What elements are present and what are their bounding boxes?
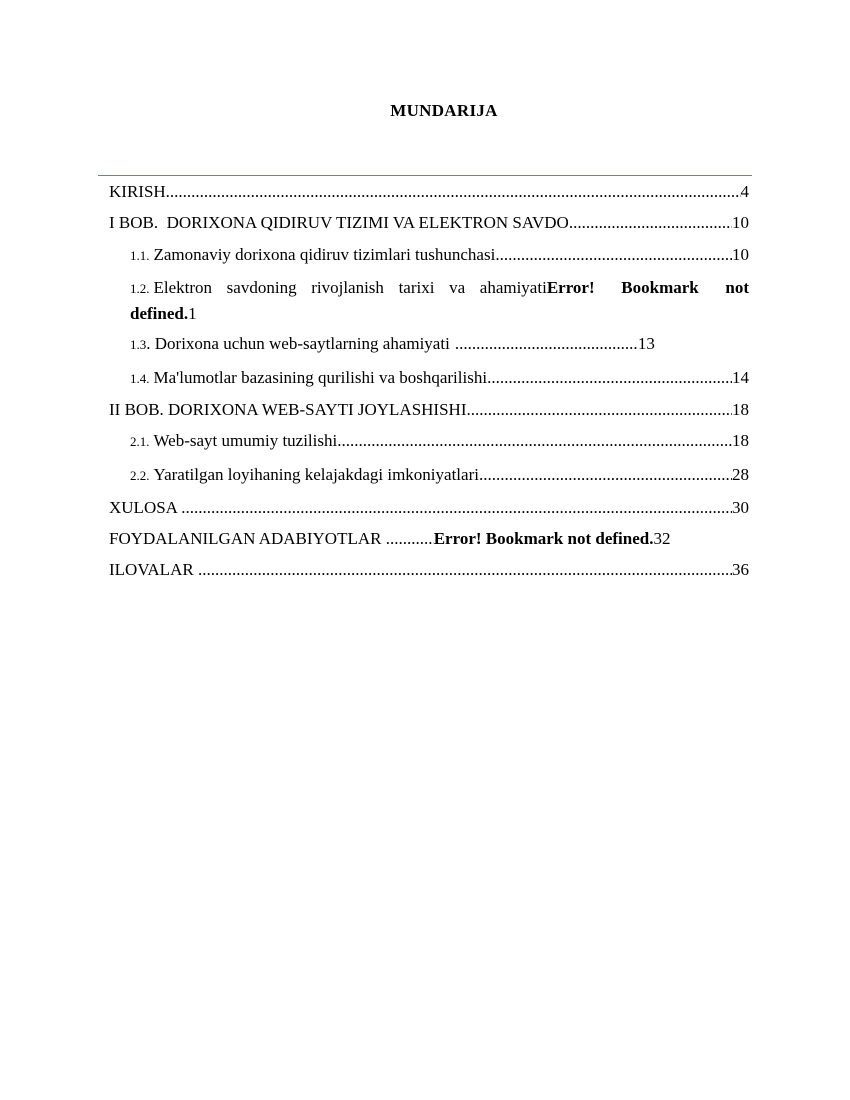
toc-entry-section-1-2[interactable] [109,275,749,326]
toc-page-number: 18 [732,431,749,450]
bookmark-error: Error! Bookmark not defined. [130,278,749,323]
toc-entry-text: II BOB. DORIXONA WEB-SAYTI JOYLASHISHI [109,400,467,419]
toc-divider [98,175,752,176]
toc-page-number: 1 [188,304,197,323]
toc-entry-section-2-2[interactable] [109,465,749,486]
toc-entry-text: Zamonaviy dorixona qidiruv tizimlari tushunchasi [153,245,496,264]
toc-entry-section-1-4[interactable] [109,368,749,389]
toc-entry-section-1-3[interactable] [109,334,749,355]
toc-page-number: 4 [740,182,749,201]
dot-leader [455,334,638,354]
section-number: 1.1. [130,248,150,263]
toc-page-number: 36 [732,560,749,579]
toc-page-number: 18 [732,400,749,419]
page-title: MUNDARIJA [390,101,498,120]
toc-page-number: 13 [637,334,655,353]
toc-entry-kirish[interactable] [109,182,749,202]
toc-entry-text: XULOSA [109,498,182,517]
dot-leader [166,182,741,202]
toc-entry-text: FOYDALANILGAN ADABIYOTLAR [109,529,386,548]
toc-entry-references[interactable] [109,529,749,549]
toc-entry-section-2-1[interactable] [109,431,749,452]
toc-entry-text: Web-sayt umumiy tuzilishi [153,431,338,450]
dot-leader [386,529,434,549]
toc-page-number: 32 [653,529,671,548]
toc-entry-text: ILOVALAR [109,560,198,579]
section-number: 1.3 [130,337,147,352]
toc-entry-chapter-1[interactable] [109,213,749,233]
toc-entry-text: Elektron savdoning rivojlanish tarixi va ahamiyati [153,278,547,297]
section-number: 2.2. [130,468,150,483]
section-number: 1.4. [130,371,150,386]
toc-page-number: 10 [732,245,749,264]
toc-entry-text: . Dorixona uchun web-saytlarning ahamiyati [146,334,450,353]
dot-leader [181,498,732,518]
dot-leader [487,368,732,388]
toc-entry-text: KIRISH [109,182,166,201]
table-of-contents [109,178,749,580]
dot-leader [569,213,732,233]
toc-entry-xulosa[interactable] [109,498,749,518]
dot-leader [479,465,732,485]
toc-entry-text: Ma'lumotlar bazasining qurilishi va boshqarilishi [153,368,488,387]
dot-leader [495,245,732,265]
toc-entry-text: I BOB. DORIXONA QIDIRUV TIZIMI VA ELEKTRON SAVDO [109,213,569,232]
dot-leader [466,400,732,420]
bookmark-error: Error! Bookmark not defined. [433,529,654,548]
toc-page-number: 14 [732,368,749,387]
toc-page-number: 28 [732,465,749,484]
dot-leader [337,431,732,451]
section-number: 2.1. [130,434,150,449]
toc-entry-ilovalar[interactable] [109,560,749,580]
toc-page-number: 10 [732,213,749,232]
toc-entry-chapter-2[interactable] [109,400,749,420]
section-number: 1.2. [130,281,150,296]
dot-leader [198,560,732,580]
toc-page-number: 30 [732,498,749,517]
toc-entry-section-1-1[interactable] [109,245,749,266]
toc-entry-text: Yaratilgan loyihaning kelajakdagi imkoniyatlari [153,465,479,484]
